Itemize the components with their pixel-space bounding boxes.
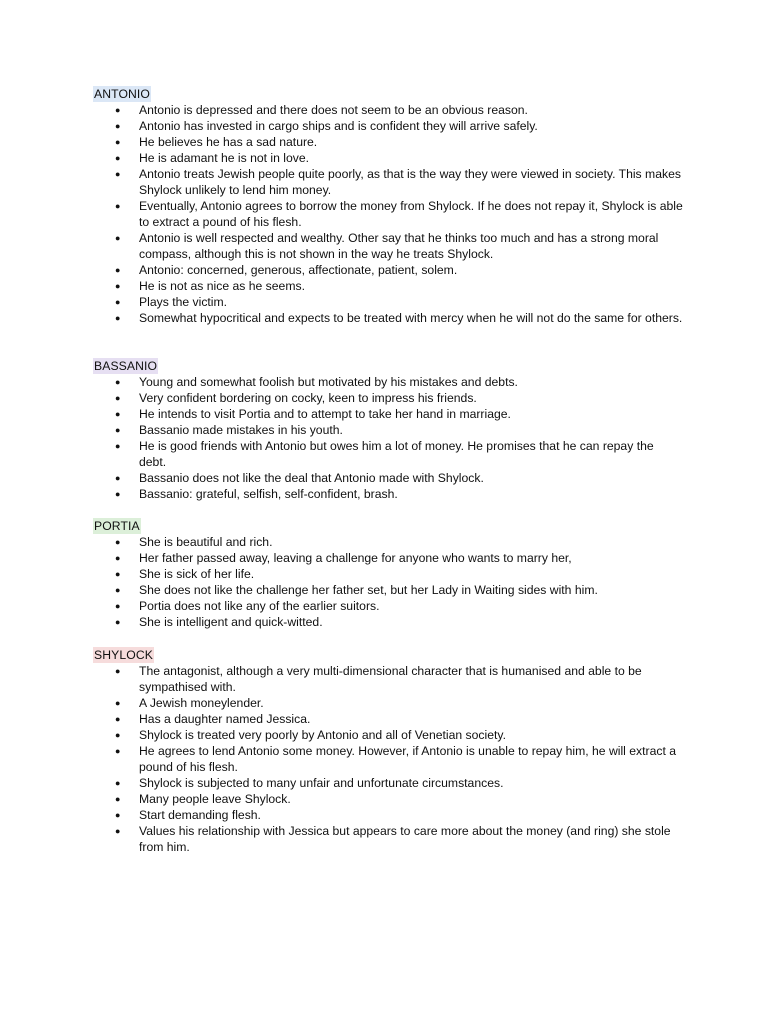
bullet-list-portia	[93, 534, 683, 630]
bullet-icon: ●	[115, 121, 121, 131]
bullet-list-antonio	[93, 102, 683, 326]
list-item-text: She does not like the challenge her father set, but her Lady in Waiting sides with him.	[139, 583, 598, 597]
list-item	[93, 550, 683, 566]
bullet-icon: ●	[115, 714, 121, 724]
list-item	[93, 775, 683, 791]
section-heading-antonio: ANTONIO	[94, 87, 151, 101]
list-item-text: Shylock is treated very poorly by Antonio and all of Venetian society.	[139, 728, 506, 742]
list-item-text: Bassanio does not like the deal that Antonio made with Shylock.	[139, 471, 484, 485]
bullet-icon: ●	[115, 810, 121, 820]
bullet-icon: ●	[115, 794, 121, 804]
bullet-icon: ●	[115, 730, 121, 740]
bullet-list-shylock	[93, 663, 683, 855]
bullet-icon: ●	[115, 377, 121, 387]
list-item	[93, 134, 683, 150]
bullet-icon: ●	[115, 201, 121, 211]
list-item-text: Bassanio made mistakes in his youth.	[139, 423, 343, 437]
bullet-icon: ●	[115, 233, 121, 243]
bullet-icon: ●	[115, 313, 121, 323]
list-item-text: He believes he has a sad nature.	[139, 135, 318, 149]
list-item-text: Has a daughter named Jessica.	[139, 712, 311, 726]
list-item	[93, 791, 683, 807]
list-item-text: Plays the victim.	[139, 295, 228, 309]
list-item	[93, 150, 683, 166]
list-item-text: Antonio treats Jewish people quite poorly, as that is the way they were viewed in society. This makes Shylock unlikely to lend him money.	[139, 167, 681, 197]
list-item	[93, 566, 683, 582]
list-item-text: She is sick of her life.	[139, 567, 255, 581]
list-item	[93, 422, 683, 438]
list-item	[93, 310, 683, 326]
list-item	[93, 743, 683, 775]
list-item-text: Young and somewhat foolish but motivated by his mistakes and debts.	[139, 375, 518, 389]
bullet-icon: ●	[115, 585, 121, 595]
list-item-text: He agrees to lend Antonio some money. However, if Antonio is unable to repay him, he will extract a pound of his flesh.	[139, 744, 676, 774]
list-item	[93, 118, 683, 134]
bullet-icon: ●	[115, 826, 121, 836]
list-item-text: Antonio is well respected and wealthy. Other say that he thinks too much and has a strong moral compass, although this is not shown in the way he treats Shylock.	[139, 231, 659, 261]
list-item	[93, 230, 683, 262]
list-item	[93, 582, 683, 598]
list-item	[93, 438, 683, 470]
section-antonio	[93, 86, 683, 326]
list-item	[93, 486, 683, 502]
list-item	[93, 823, 683, 855]
section-heading-bassanio: BASSANIO	[94, 359, 158, 373]
bullet-icon: ●	[115, 698, 121, 708]
list-item-text: Antonio has invested in cargo ships and is confident they will arrive safely.	[139, 119, 538, 133]
list-item	[93, 406, 683, 422]
list-item	[93, 294, 683, 310]
list-item-text: He is not as nice as he seems.	[139, 279, 305, 293]
list-item	[93, 727, 683, 743]
bullet-icon: ●	[115, 601, 121, 611]
list-item-text: He is adamant he is not in love.	[139, 151, 310, 165]
bullet-icon: ●	[115, 746, 121, 756]
bullet-icon: ●	[115, 409, 121, 419]
list-item	[93, 102, 683, 118]
list-item	[93, 166, 683, 198]
bullet-icon: ●	[115, 105, 121, 115]
list-item	[93, 470, 683, 486]
list-item-text: Her father passed away, leaving a challenge for anyone who wants to marry her,	[139, 551, 572, 565]
list-item	[93, 278, 683, 294]
list-item	[93, 614, 683, 630]
list-item-text: Somewhat hypocritical and expects to be treated with mercy when he will not do the same for others.	[139, 311, 683, 325]
list-item-text: She is beautiful and rich.	[139, 535, 273, 549]
bullet-icon: ●	[115, 537, 121, 547]
list-item	[93, 807, 683, 823]
bullet-icon: ●	[115, 393, 121, 403]
list-item-text: Many people leave Shylock.	[139, 792, 291, 806]
list-item-text: Values his relationship with Jessica but appears to care more about the money (and ring) she stole from him.	[139, 824, 671, 854]
bullet-icon: ●	[115, 153, 121, 163]
list-item	[93, 663, 683, 695]
list-item-text: Eventually, Antonio agrees to borrow the money from Shylock. If he does not repay it, Shylock is able to extract a pound of his flesh.	[139, 199, 683, 229]
bullet-icon: ●	[115, 297, 121, 307]
section-heading-shylock: SHYLOCK	[94, 648, 153, 662]
section-shylock	[93, 647, 683, 855]
list-item-text: He intends to visit Portia and to attempt to take her hand in marriage.	[139, 407, 511, 421]
list-item-text: Portia does not like any of the earlier suitors.	[139, 599, 380, 613]
bullet-icon: ●	[115, 553, 121, 563]
bullet-icon: ●	[115, 169, 121, 179]
list-item-text: A Jewish moneylender.	[139, 696, 264, 710]
section-portia	[93, 518, 683, 630]
bullet-icon: ●	[115, 569, 121, 579]
list-item	[93, 695, 683, 711]
bullet-icon: ●	[115, 617, 121, 627]
list-item-text: Antonio is depressed and there does not seem to be an obvious reason.	[139, 103, 528, 117]
list-item-text: The antagonist, although a very multi-dimensional character that is humanised and able to be sympathised with.	[139, 664, 642, 694]
bullet-icon: ●	[115, 489, 121, 499]
list-item	[93, 598, 683, 614]
list-item-text: Bassanio: grateful, selfish, self-confident, brash.	[139, 487, 398, 501]
bullet-icon: ●	[115, 281, 121, 291]
bullet-icon: ●	[115, 425, 121, 435]
list-item-text: Very confident bordering on cocky, keen to impress his friends.	[139, 391, 477, 405]
list-item	[93, 262, 683, 278]
list-item	[93, 711, 683, 727]
section-heading-portia: PORTIA	[94, 519, 140, 533]
bullet-icon: ●	[115, 265, 121, 275]
list-item-text: Start demanding flesh.	[139, 808, 261, 822]
list-item-text: Antonio: concerned, generous, affectionate, patient, solem.	[139, 263, 458, 277]
list-item-text: He is good friends with Antonio but owes him a lot of money. He promises that he can repay the debt.	[139, 439, 654, 469]
bullet-icon: ●	[115, 441, 121, 451]
list-item-text: She is intelligent and quick-witted.	[139, 615, 323, 629]
bullet-icon: ●	[115, 666, 121, 676]
list-item-text: Shylock is subjected to many unfair and unfortunate circumstances.	[139, 776, 504, 790]
list-item	[93, 390, 683, 406]
list-item	[93, 374, 683, 390]
bullet-icon: ●	[115, 778, 121, 788]
bullet-icon: ●	[115, 473, 121, 483]
list-item	[93, 534, 683, 550]
list-item	[93, 198, 683, 230]
section-bassanio	[93, 358, 683, 502]
bullet-list-bassanio	[93, 374, 683, 502]
bullet-icon: ●	[115, 137, 121, 147]
